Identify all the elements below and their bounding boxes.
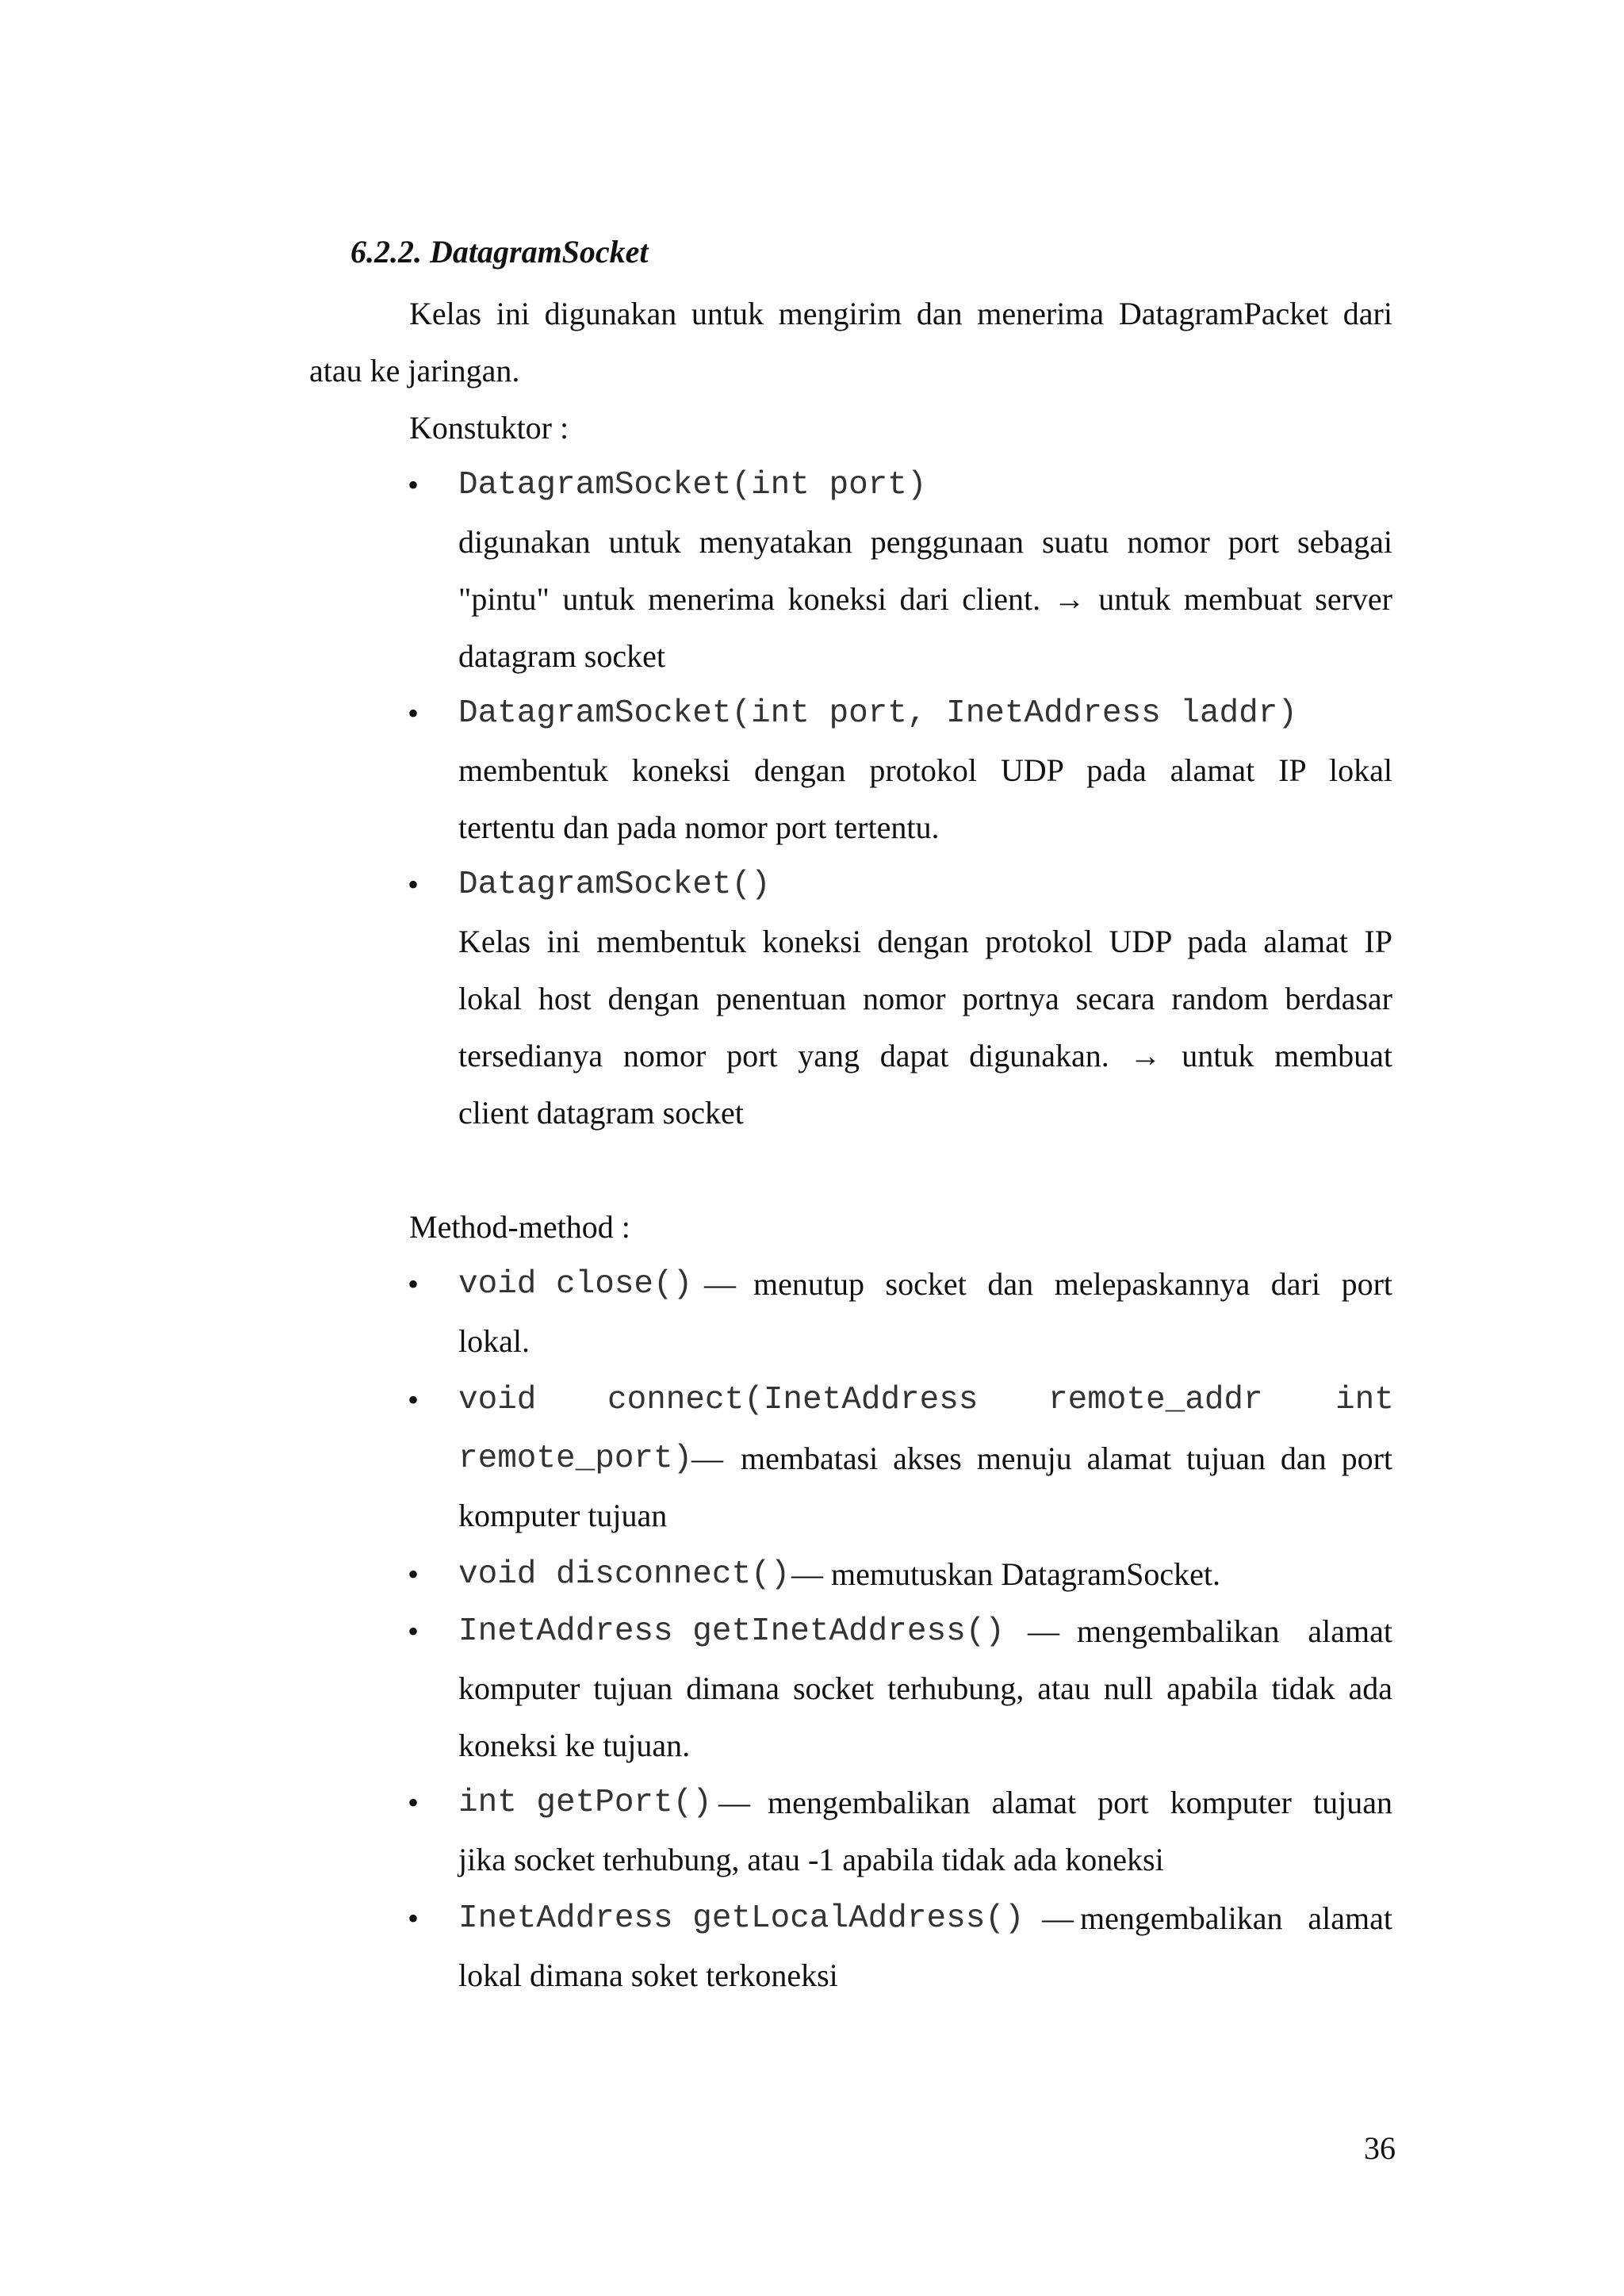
method-desc-cont: koneksi ke tujuan.: [458, 1728, 691, 1763]
method-code: InetAddress getLocalAddress(): [458, 1900, 1025, 1937]
method-desc-cont: jika socket terhubung, atau -1 apabila tidak ada koneksi: [458, 1842, 1164, 1877]
method-code: connect(InetAddress: [607, 1382, 979, 1418]
bullet-marker: •: [408, 1900, 419, 1936]
method-desc-cont: lokal.: [458, 1323, 530, 1359]
method-desc: mengembalikan alamat: [1080, 1900, 1392, 1936]
bullet-marker: •: [408, 467, 419, 503]
section-title: 6.2.2. DatagramSocket: [350, 234, 649, 270]
method-code: InetAddress getInetAddress(): [458, 1613, 1005, 1650]
page-number: 36: [1364, 2130, 1396, 2166]
constructor-desc-line: tersedianya nomor port yang dapat digunakan. → untuk membuat: [458, 1038, 1392, 1073]
constructors-heading: Konstuktor :: [409, 410, 569, 446]
constructor-desc-line: client datagram socket: [458, 1095, 744, 1131]
bullet-marker: •: [408, 1556, 419, 1592]
constructor-desc-line: tertentu dan pada nomor port tertentu.: [458, 809, 940, 845]
method-desc-cont: komputer tujuan dimana socket terhubung, atau null apabila tidak ada: [458, 1670, 1392, 1706]
method-desc: mengembalikan alamat: [1077, 1613, 1392, 1649]
constructor-desc-line: Kelas ini membentuk koneksi dengan protokol UDP pada alamat IP: [458, 924, 1392, 959]
method-desc: menutup socket dan melepaskannya dari port: [753, 1266, 1392, 1302]
em-dash: —: [691, 1441, 723, 1476]
method-code: void: [458, 1382, 537, 1418]
method-code: remote_port): [458, 1441, 693, 1477]
method-code: int: [1335, 1382, 1394, 1418]
em-dash: —: [704, 1266, 736, 1302]
intro-line-1: Kelas ini digunakan untuk mengirim dan menerima DatagramPacket dari: [409, 296, 1392, 331]
em-dash: —: [1042, 1900, 1074, 1936]
em-dash: —: [718, 1785, 750, 1820]
method-code: remote_addr: [1048, 1382, 1263, 1418]
constructor-desc-line: membentuk koneksi dengan protokol UDP pada alamat IP lokal: [458, 752, 1392, 788]
method-desc-cont: komputer tujuan: [458, 1498, 668, 1533]
constructor-signature: DatagramSocket(int port, InetAddress laddr): [458, 695, 1297, 732]
bullet-marker: •: [408, 695, 419, 731]
constructor-desc-line: "pintu" untuk menerima koneksi dari client. → untuk membuat server: [458, 581, 1392, 617]
bullet-marker: •: [408, 1785, 419, 1820]
bullet-marker: •: [408, 1382, 419, 1418]
constructor-signature: DatagramSocket(): [458, 867, 771, 903]
method-code: int getPort(): [458, 1785, 712, 1821]
method-code: void close(): [458, 1266, 693, 1303]
method-desc-cont: lokal dimana soket terkoneksi: [458, 1957, 838, 1993]
method-code: void disconnect(): [458, 1556, 791, 1593]
em-dash: —: [1028, 1613, 1059, 1649]
em-dash: —: [791, 1556, 823, 1592]
bullet-marker: •: [408, 867, 419, 902]
methods-heading: Method-method :: [409, 1209, 630, 1245]
method-desc: membatasi akses menuju alamat tujuan dan port: [741, 1441, 1392, 1476]
bullet-marker: •: [408, 1613, 419, 1649]
constructor-desc-line: lokal host dengan penentuan nomor portnya secara random berdasar: [458, 981, 1392, 1016]
constructor-signature: DatagramSocket(int port): [458, 467, 927, 503]
constructor-desc-line: digunakan untuk menyatakan penggunaan suatu nomor port sebagai: [458, 524, 1392, 560]
constructor-desc-line: datagram socket: [458, 638, 665, 674]
intro-line-2: atau ke jaringan.: [309, 353, 520, 388]
method-desc: mengembalikan alamat port komputer tujuan: [768, 1785, 1392, 1820]
method-desc: memutuskan DatagramSocket.: [831, 1556, 1220, 1592]
bullet-marker: •: [408, 1266, 419, 1302]
